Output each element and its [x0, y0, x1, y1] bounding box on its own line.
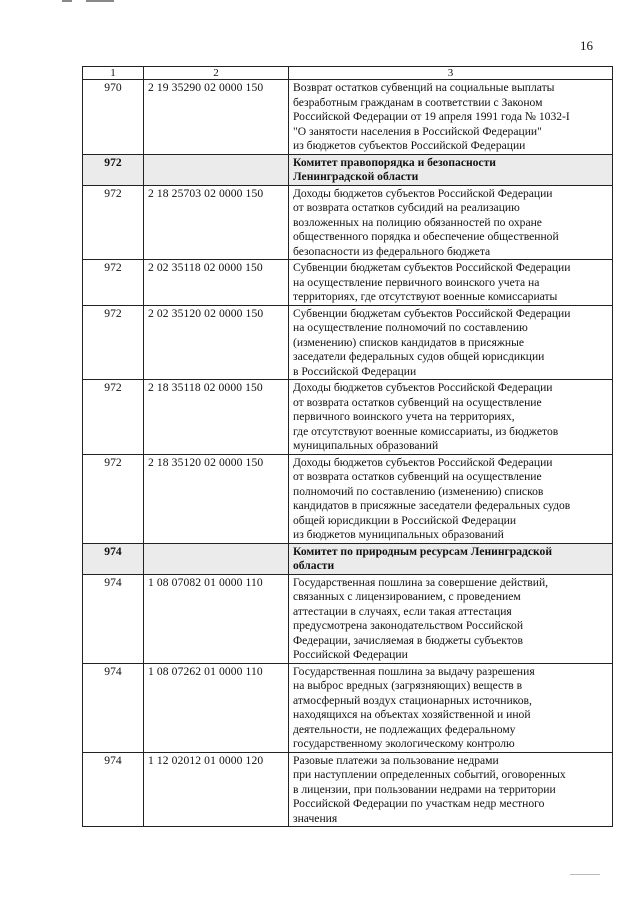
description-cell: Доходы бюджетов субъектов Российской Федерации от возврата остатков субвенций на осуществление первичного воинского учета на территориях, где отсутствуют военные комиссариаты, из бюджетов муниципальных образований [289, 380, 613, 455]
revenue-codes-table [82, 66, 613, 827]
description-cell: Субвенции бюджетам субъектов Российской Федерации на осуществление первичного воинского учета на территориях, где отсутствуют военные комиссариаты [289, 260, 613, 306]
description-cell: Комитет правопорядка и безопасности Ленинградской области [289, 154, 613, 185]
budget-code-cell: 1 08 07082 01 0000 110 [144, 574, 289, 663]
table-row [83, 574, 613, 663]
description-cell: Доходы бюджетов субъектов Российской Федерации от возврата остатков субвенций на осуществление полномочий по составлению (изменению) списков кандидатов в присяжные заседатели федеральных судов общей юрисдикции в Российской Федерации из бюджетов муниципальных образований [289, 454, 613, 543]
committee-row [83, 543, 613, 574]
admin-code-cell: 972 [83, 305, 144, 380]
budget-code-cell: 2 18 35120 02 0000 150 [144, 454, 289, 543]
description-cell: Доходы бюджетов субъектов Российской Федерации от возврата остатков субсидий на реализацию возложенных на полицию обязанностей по охране общественного порядка и обеспечение общественной безопасности из федерального бюджета [289, 185, 613, 260]
description-cell: Возврат остатков субвенций на социальные выплаты безработным гражданам в соответствии с Законом Российской Федерации от 19 апреля 1991 года № 1032-I "О занятости населения в Российской Федерации" из бюджетов субъектов Российской Федерации [289, 80, 613, 155]
admin-code-cell: 972 [83, 454, 144, 543]
description-cell: Комитет по природным ресурсам Ленинградской области [289, 543, 613, 574]
budget-code-cell: 1 08 07262 01 0000 110 [144, 663, 289, 752]
admin-code-cell: 974 [83, 752, 144, 827]
table-row [83, 752, 613, 827]
column-number: 1 [83, 67, 144, 80]
admin-code-cell: 974 [83, 574, 144, 663]
scan-mark [62, 0, 72, 2]
column-number: 3 [289, 67, 613, 80]
description-cell: Разовые платежи за пользование недрами при наступлении определенных событий, оговоренных в лицензии, при пользовании недрами на территории Российской Федерации по участкам недр местного значения [289, 752, 613, 827]
table-row [83, 80, 613, 155]
budget-code-cell: 2 02 35120 02 0000 150 [144, 305, 289, 380]
admin-code-cell: 972 [83, 154, 144, 185]
admin-code-cell: 972 [83, 380, 144, 455]
table-row [83, 305, 613, 380]
table-row [83, 380, 613, 455]
admin-code-cell: 974 [83, 543, 144, 574]
budget-code-cell: 2 18 25703 02 0000 150 [144, 185, 289, 260]
budget-code-cell: 2 02 35118 02 0000 150 [144, 260, 289, 306]
admin-code-cell: 972 [83, 260, 144, 306]
admin-code-cell: 972 [83, 185, 144, 260]
scan-mark [86, 0, 114, 2]
budget-code-cell: 2 18 35118 02 0000 150 [144, 380, 289, 455]
budget-code-cell: 1 12 02012 01 0000 120 [144, 752, 289, 827]
scan-mark [570, 874, 600, 875]
page-number: 16 [580, 38, 593, 53]
table-row [83, 663, 613, 752]
table-row [83, 185, 613, 260]
description-cell: Государственная пошлина за совершение действий, связанных с лицензированием, с проведением аттестации в случаях, если такая аттестация предусмотрена законодательством Российской Федерации, зачисляемая в бюджеты субъектов Российской Федерации [289, 574, 613, 663]
budget-code-cell: 2 19 35290 02 0000 150 [144, 80, 289, 155]
admin-code-cell: 970 [83, 80, 144, 155]
column-number-row [83, 67, 613, 80]
description-cell: Субвенции бюджетам субъектов Российской Федерации на осуществление полномочий по составлению (изменению) списков кандидатов в присяжные заседатели федеральных судов общей юрисдикции в Российской Федерации [289, 305, 613, 380]
column-number: 2 [144, 67, 289, 80]
committee-row [83, 154, 613, 185]
description-cell: Государственная пошлина за выдачу разрешения на выброс вредных (загрязняющих) веществ в атмосферный воздух стационарных источников, находящихся на объектах хозяйственной и иной деятельности, не подлежащих федеральному государственному экологическому контролю [289, 663, 613, 752]
budget-code-cell [144, 543, 289, 574]
table-row [83, 454, 613, 543]
admin-code-cell: 974 [83, 663, 144, 752]
budget-code-cell [144, 154, 289, 185]
table-row [83, 260, 613, 306]
